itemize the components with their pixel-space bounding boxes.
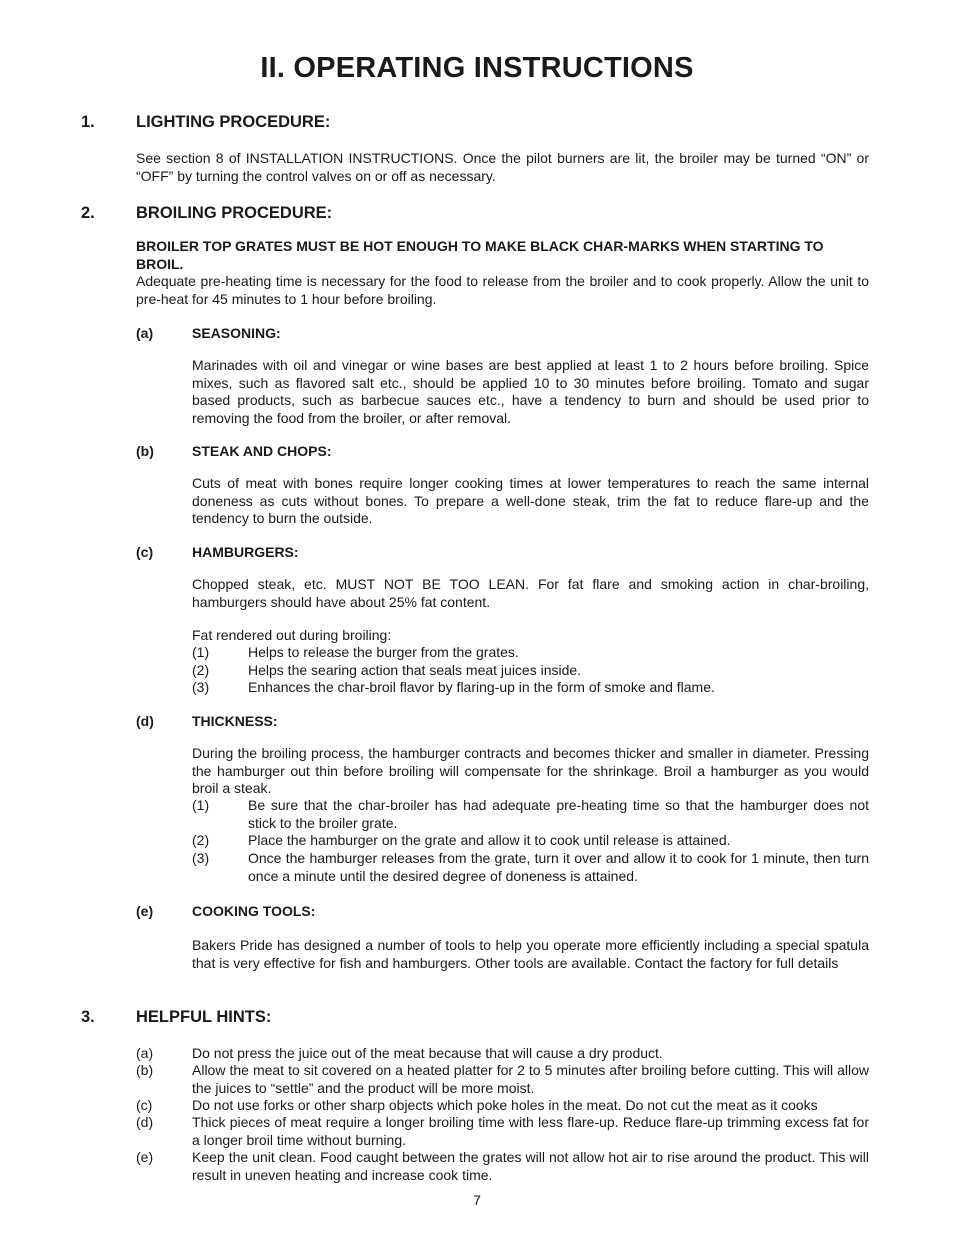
list-item-number: (e) (136, 1149, 154, 1165)
list-item-text: Do not use forks or other sharp objects which poke holes in the meat. Do not cut the meat as it cooks (192, 1097, 818, 1113)
list-item-text: Once the hamburger releases from the grate, turn it over and allow it to cook for 1 minute, then turn once a minute until the desired degree of doneness is attained. (248, 850, 869, 884)
list-item (192, 850, 869, 886)
tools-paragraph: Bakers Pride has designed a number of tools to help you operate more efficiently including a special spatula that is very effective for fish and hamburgers. Other tools are available. Contact the factory for full details (192, 937, 869, 971)
list-item-text: Enhances the char-broil flavor by flaring-up in the form of smoke and flame. (248, 679, 715, 695)
list-item-text: Be sure that the char-broiler has had adequate pre-heating time so that the hamburger does not stick to the broiler grate. (248, 797, 869, 831)
list-item-text: Helps to release the burger from the grates. (248, 644, 519, 660)
subsection-label: (c) (136, 544, 154, 560)
subsection-title: STEAK AND CHOPS: (192, 443, 332, 459)
subsection-label: (d) (136, 713, 154, 729)
list-item-number: (1) (192, 644, 210, 660)
list-item (136, 1114, 869, 1150)
section-number: 3. (81, 1008, 95, 1026)
subsection-title: HAMBURGERS: (192, 544, 299, 560)
list-item-number: (a) (136, 1045, 154, 1061)
hamburgers-paragraph: Chopped steak, etc. MUST NOT BE TOO LEAN. For fat flare and smoking action in char-broiling, hamburgers should have about 25% fat content. (192, 576, 869, 610)
list-item-number: (d) (136, 1114, 154, 1130)
lighting-paragraph: See section 8 of INSTALLATION INSTRUCTIONS. Once the pilot burners are lit, the broiler may be turned “ON” or “OFF” by turning the control valves on or off as necessary. (136, 150, 869, 184)
list-item-number: (2) (192, 662, 210, 678)
list-item-number: (2) (192, 832, 210, 848)
list-item-number: (c) (136, 1097, 153, 1113)
list-item-text: Thick pieces of meat require a longer broiling time with less flare-up. Reduce flare-up trimming excess fat for a longer broil time without burning. (192, 1114, 869, 1148)
section-number: 1. (81, 113, 95, 131)
list-item-number: (1) (192, 797, 210, 813)
subsection-title: COOKING TOOLS: (192, 903, 316, 919)
list-item (192, 662, 869, 680)
list-item-text: Keep the unit clean. Food caught between the grates will not allow hot air to rise around the product. This will result in uneven heating and increase cook time. (192, 1149, 869, 1183)
subsection-title: SEASONING: (192, 325, 281, 341)
list-item-number: (3) (192, 850, 210, 866)
list-item (136, 1045, 869, 1063)
list-item-text: Allow the meat to sit covered on a heated platter for 2 to 5 minutes after broiling before cutting. This will allow the juices to “settle” and the product will be more moist. (192, 1062, 869, 1096)
list-item-text: Helps the searing action that seals meat juices inside. (248, 662, 582, 678)
thickness-paragraph: During the broiling process, the hamburger contracts and becomes thicker and smaller in diameter. Pressing the hamburger out thin before broiling will compensate for the shrinkage. Broil a hamburger as you would broil a steak. (192, 745, 869, 796)
subsection-label: (b) (136, 443, 154, 459)
section-title: LIGHTING PROCEDURE: (136, 113, 331, 131)
page-number: 7 (473, 1192, 481, 1208)
page-title: II. OPERATING INSTRUCTIONS (260, 52, 694, 84)
list-item (136, 1149, 869, 1185)
list-item (192, 832, 869, 850)
fat-intro: Fat rendered out during broiling: (192, 627, 392, 643)
subsection-label: (a) (136, 325, 154, 341)
seasoning-paragraph: Marinades with oil and vinegar or wine bases are best applied at least 1 to 2 hours before broiling. Spice mixes, such as flavored salt etc., should be applied 10 to 30 minutes before broiling. Tomato and sugar based products, such as barbecue sauces etc., have a tendency to burn and should be used prior to removing the food from the broiler, or after removal. (192, 357, 869, 426)
subsection-label: (e) (136, 903, 154, 919)
steak-paragraph: Cuts of meat with bones require longer cooking times at lower temperatures to reach the same internal doneness as cuts without bones. To prepare a well-done steak, trim the fat to reduce flare-up and the tendency to burn the outside. (192, 475, 869, 526)
section-title: HELPFUL HINTS: (136, 1008, 272, 1026)
list-item (136, 1062, 869, 1098)
list-item (192, 644, 869, 662)
broiling-warning: BROILER TOP GRATES MUST BE HOT ENOUGH TO MAKE BLACK CHAR-MARKS WHEN STARTING TO BROIL. (136, 238, 824, 272)
broiling-intro: Adequate pre-heating time is necessary for the food to release from the broiler and to cook properly. Allow the unit to pre-heat for 45 minutes to 1 hour before broiling. (136, 273, 869, 307)
list-item-text: Place the hamburger on the grate and allow it to cook until release is attained. (248, 832, 731, 848)
list-item-number: (3) (192, 679, 210, 695)
list-item-text: Do not press the juice out of the meat because that will cause a dry product. (192, 1045, 663, 1061)
section-number: 2. (81, 204, 95, 222)
list-item-number: (b) (136, 1062, 154, 1078)
list-item (192, 679, 869, 697)
section-title: BROILING PROCEDURE: (136, 204, 333, 222)
subsection-title: THICKNESS: (192, 713, 278, 729)
list-item (136, 1097, 869, 1115)
list-item (192, 797, 869, 833)
